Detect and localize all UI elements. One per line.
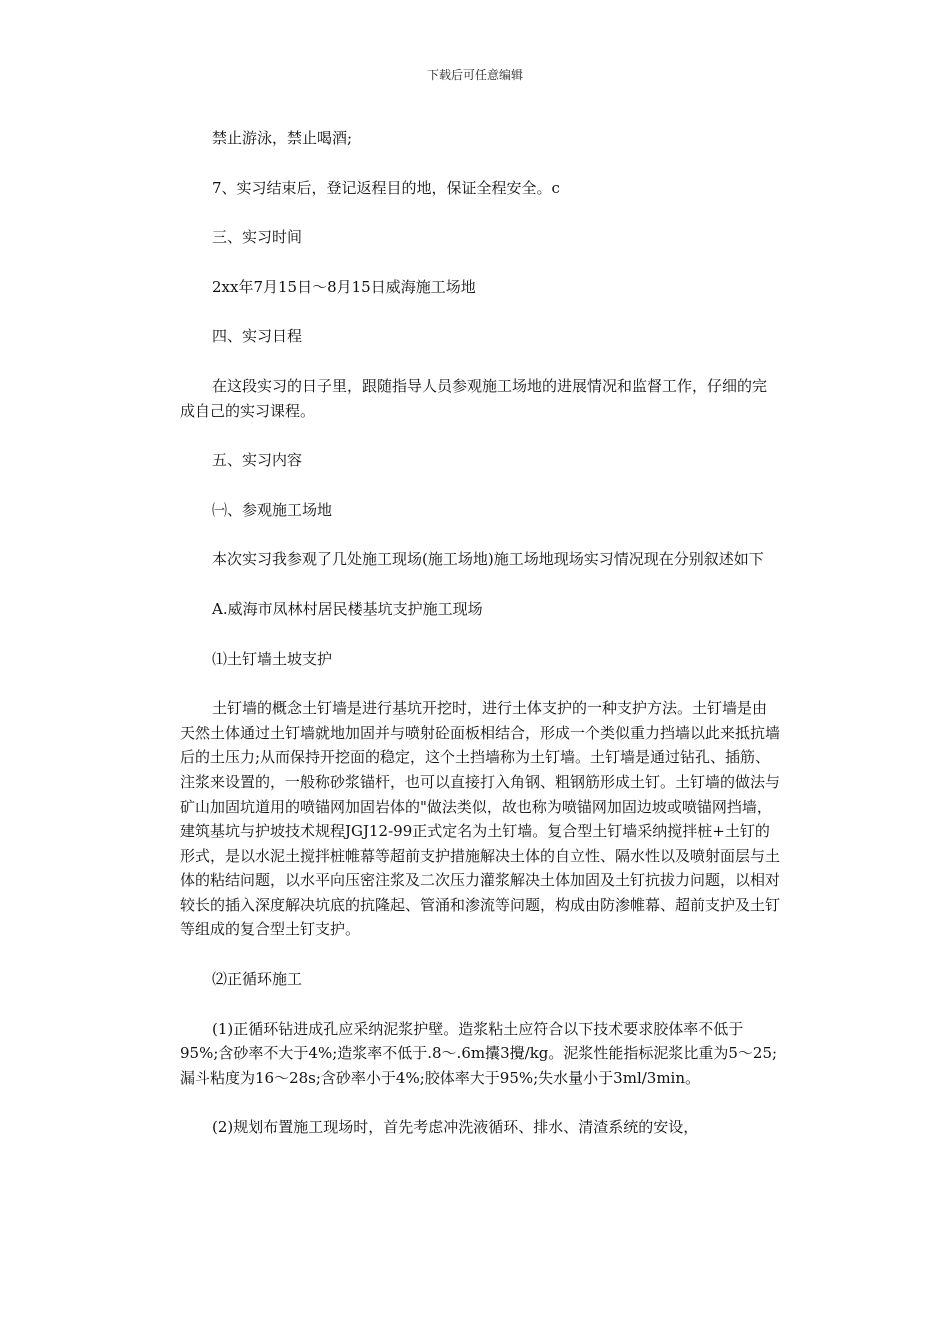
heading-internship-time: 三、实习时间 <box>212 228 303 247</box>
paragraph-no-swimming: 禁止游泳，禁止喝酒; <box>212 129 353 147</box>
heading-internship-schedule: 四、实习日程 <box>212 327 303 346</box>
paragraph-time-location: 2xx年7月15日～8月15日威海施工场地 <box>212 277 476 296</box>
paragraph-mud-wall: (1)正循环钻进成孔应采纳泥浆护壁。造浆粘土应符合以下技术要求胶体率不低于95%;含砂率不大于4%;造浆率不低于.8～.6m攮3攪/kg。泥浆性能指标泥浆比重为5～25;漏斗粘度为16～28s;含砂率小于4%;胶体率大于95%;失水量小于3ml/3min。 <box>180 1019 778 1087</box>
paragraph-soil-nail-wall: 土钉墙的概念土钉墙是进行基坑开挖时，进行土体支护的一种支护方法。土钉墙是由天然土体通过土钉墙就地加固并与喷射砼面板相结合，形成一个类似重力挡墙以此来抵抗墙后的土压力;从而保持开挖面的稳定，这个土挡墙称为土钉墙。土钉墙是通过钻孔、插筋、注浆来设置的，一般称砂浆锚杆，也可以直接打入角钢、粗钢筋形成土钉。土钉墙的做法与矿山加固坑道用的喷锚网加固岩体的"做法类似，故也称为喷锚网加固边坡或喷锚网挡墙，建筑基坑与护坡技术规程JGJ12-99正式定名为土钉墙。复合型土钉墙采纳搅拌桩+土钉的形式，是以水泥土搅拌桩帷幕等超前支护措施解决土体的自立性、隔水性以及喷射面层与土体的粘结问题，以水平向压密注浆及二次压力灌浆解决土体加固及土钉抗拔力问题，以相对较长的插入深度解决坑底的抗隆起、管涌和渗流等问题，构成由防渗帷幕、超前支护及土钉等组成的复合型土钉支护。 <box>180 699 781 939</box>
subheading-soil-nail-wall: ⑴土钉墙土坡支护 <box>212 649 333 668</box>
subheading-site-a: A.威海市凤林村居民楼基坑支护施工现场 <box>212 599 483 618</box>
heading-internship-content: 五、实习内容 <box>212 451 303 470</box>
paragraph-item-7: 7、实习结束后，登记返程目的地，保证全程安全。c <box>212 178 560 197</box>
subheading-forward-circulation: ⑵正循环施工 <box>212 970 303 989</box>
download-note-header: 下载后可任意编辑 <box>426 68 523 82</box>
document-body <box>180 126 780 1165</box>
paragraph-site-intro: 本次实习我参观了几处施工现场(施工场地)施工场地现场实习情况现在分别叙述如下 <box>212 550 764 569</box>
paragraph-site-layout: (2)规划布置施工现场时，首先考虑冲洗液循环、排水、清渣系统的安设， <box>212 1118 699 1137</box>
subheading-site-visit: ㈠、参观施工场地 <box>212 500 333 519</box>
paragraph-schedule: 在这段实习的日子里，跟随指导人员参观施工场地的进展情况和监督工作，仔细的完成自己的实习课程。 <box>180 376 768 420</box>
